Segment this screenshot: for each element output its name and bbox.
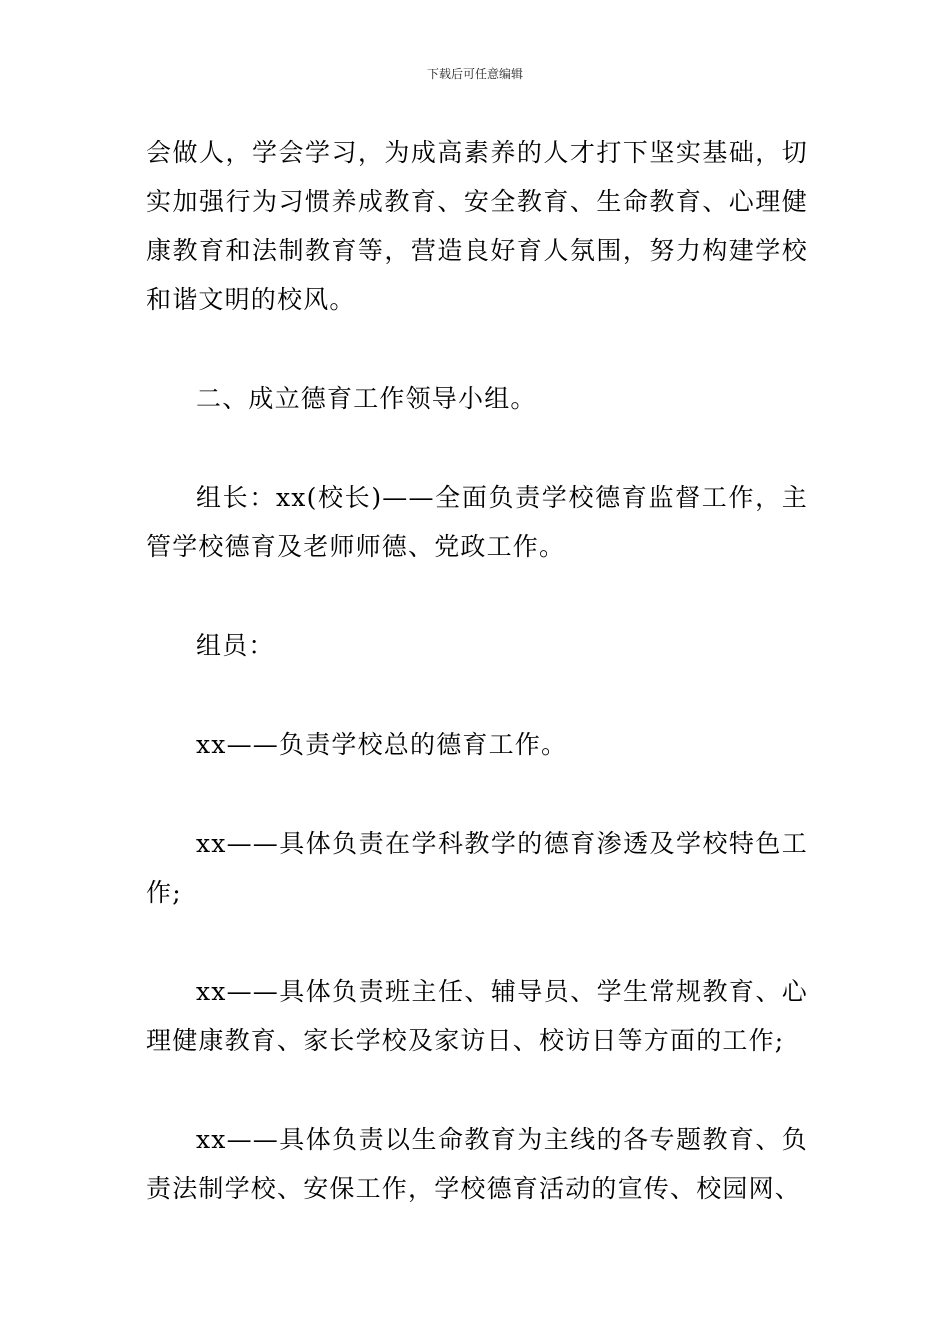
- paragraph-intro-continuation: 会做人，学会学习，为成高素养的人才打下坚实基础，切实加强行为习惯养成教育、安全教育、生命教育、心理健康教育和法制教育等，营造良好育人氛围，努力构建学校和谐文明的校风。: [146, 138, 808, 314]
- paragraph-member-1: xx——负责学校总的德育工作。: [196, 730, 568, 759]
- paragraph-group-members-label: 组员：: [196, 631, 275, 660]
- paragraph-section-heading: 二、成立德育工作领导小组。: [196, 384, 537, 413]
- paragraph-member-3: xx——具体负责班主任、辅导员、学生常规教育、心理健康教育、家长学校及家访日、校访日等方面的工作;: [146, 977, 808, 1055]
- document-body: [146, 128, 808, 1263]
- paragraph-member-4: xx——具体负责以生命教育为主线的各专题教育、负责法制学校、安保工作，学校德育活动的宣传、校园网、: [146, 1125, 808, 1203]
- page-header: 下载后可任意编辑: [426, 67, 523, 81]
- paragraph-group-leader: 组长：xx(校长)——全面负责学校德育监督工作，主管学校德育及老师师德、党政工作。: [146, 483, 808, 561]
- paragraph-member-2: xx——具体负责在学科教学的德育渗透及学校特色工作;: [146, 829, 808, 907]
